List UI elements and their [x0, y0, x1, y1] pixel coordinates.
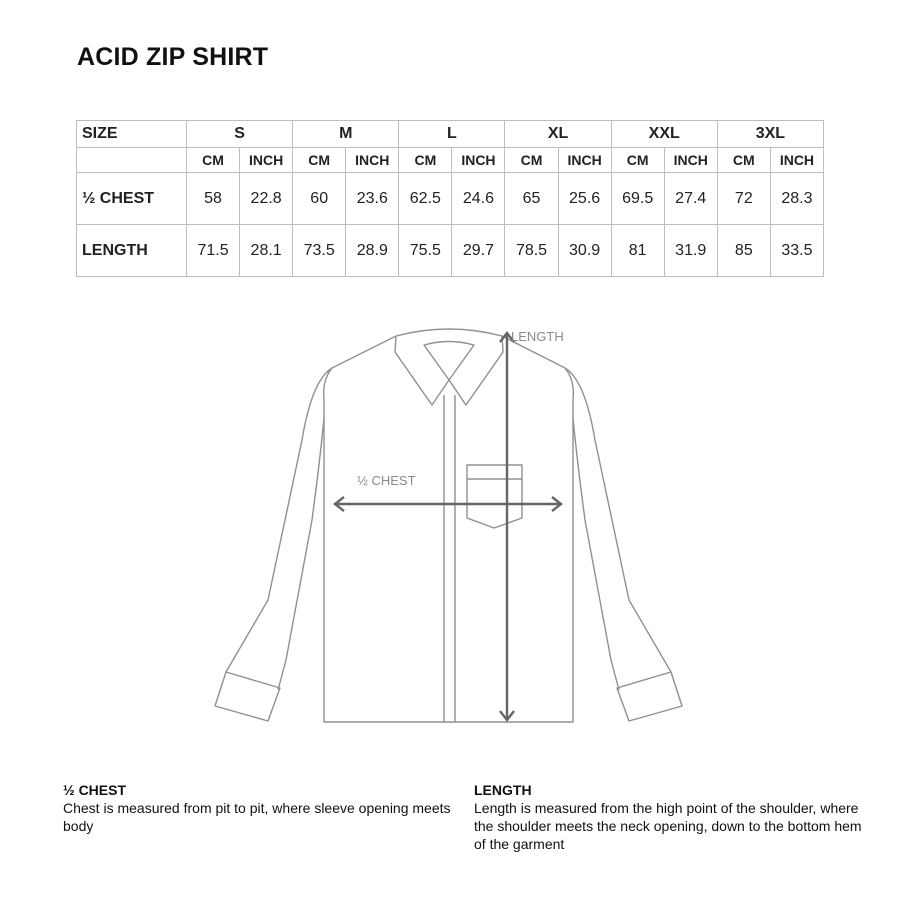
table-cell: 24.6 [452, 173, 505, 225]
length-description [474, 781, 874, 853]
size-chart-table [76, 120, 824, 277]
collar [395, 329, 503, 405]
chest-pocket [467, 465, 522, 528]
unit-inch: INCH [558, 148, 611, 173]
right-cuff [617, 672, 682, 721]
table-row-length [77, 225, 824, 277]
size-header-row [77, 121, 824, 148]
table-cell: 73.5 [293, 225, 346, 277]
size-label-l: L [399, 121, 505, 148]
row-label-chest: ½ CHEST [77, 173, 187, 225]
table-cell: 71.5 [187, 225, 240, 277]
size-header-label: SIZE [77, 121, 187, 148]
length-description-heading: LENGTH [474, 782, 532, 798]
chest-label: ½ CHEST [357, 473, 416, 488]
table-cell: 65 [505, 173, 558, 225]
chest-description-text: Chest is measured from pit to pit, where sleeve opening meets body [63, 800, 451, 834]
table-cell: 30.9 [558, 225, 611, 277]
size-label-xl: XL [505, 121, 611, 148]
shirt-illustration [215, 329, 682, 722]
table-cell: 62.5 [399, 173, 452, 225]
table-cell: 27.4 [664, 173, 717, 225]
unit-cm: CM [187, 148, 240, 173]
row-label-length: LENGTH [77, 225, 187, 277]
unit-cm: CM [717, 148, 770, 173]
shirt-body-outline [324, 336, 574, 722]
size-label-xxl: XXL [611, 121, 717, 148]
size-label-m: M [293, 121, 399, 148]
table-cell: 85 [717, 225, 770, 277]
unit-inch: INCH [664, 148, 717, 173]
shirt-measurement-diagram [0, 300, 900, 740]
right-sleeve [565, 368, 671, 690]
unit-header-blank [77, 148, 187, 173]
table-cell: 28.1 [240, 225, 293, 277]
unit-inch: INCH [240, 148, 293, 173]
chest-description-heading: ½ CHEST [63, 782, 127, 798]
measurement-arrows [335, 333, 561, 720]
table-cell: 29.7 [452, 225, 505, 277]
unit-cm: CM [293, 148, 346, 173]
size-label-s: S [187, 121, 293, 148]
collar-inner [424, 342, 474, 381]
unit-inch: INCH [452, 148, 505, 173]
table-cell: 78.5 [505, 225, 558, 277]
table-cell: 31.9 [664, 225, 717, 277]
unit-header-row [77, 148, 824, 173]
table-row-chest [77, 173, 824, 225]
unit-cm: CM [611, 148, 664, 173]
table-cell: 28.3 [770, 173, 823, 225]
left-cuff [215, 672, 280, 721]
table-cell: 33.5 [770, 225, 823, 277]
length-description-text: Length is measured from the high point of the shoulder, where the shoulder meets the neck opening, down to the bottom hem of the garment [474, 800, 862, 852]
unit-inch: INCH [346, 148, 399, 173]
length-label: LENGTH [511, 329, 564, 344]
table-cell: 25.6 [558, 173, 611, 225]
unit-inch: INCH [770, 148, 823, 173]
page-title: ACID ZIP SHIRT [77, 43, 269, 71]
unit-cm: CM [399, 148, 452, 173]
table-cell: 23.6 [346, 173, 399, 225]
table-cell: 72 [717, 173, 770, 225]
chest-description [63, 781, 458, 835]
table-cell: 75.5 [399, 225, 452, 277]
table-cell: 58 [187, 173, 240, 225]
table-cell: 22.8 [240, 173, 293, 225]
size-label-3xl: 3XL [717, 121, 823, 148]
left-sleeve [226, 368, 332, 690]
table-cell: 69.5 [611, 173, 664, 225]
table-cell: 81 [611, 225, 664, 277]
table-cell: 28.9 [346, 225, 399, 277]
unit-cm: CM [505, 148, 558, 173]
table-cell: 60 [293, 173, 346, 225]
